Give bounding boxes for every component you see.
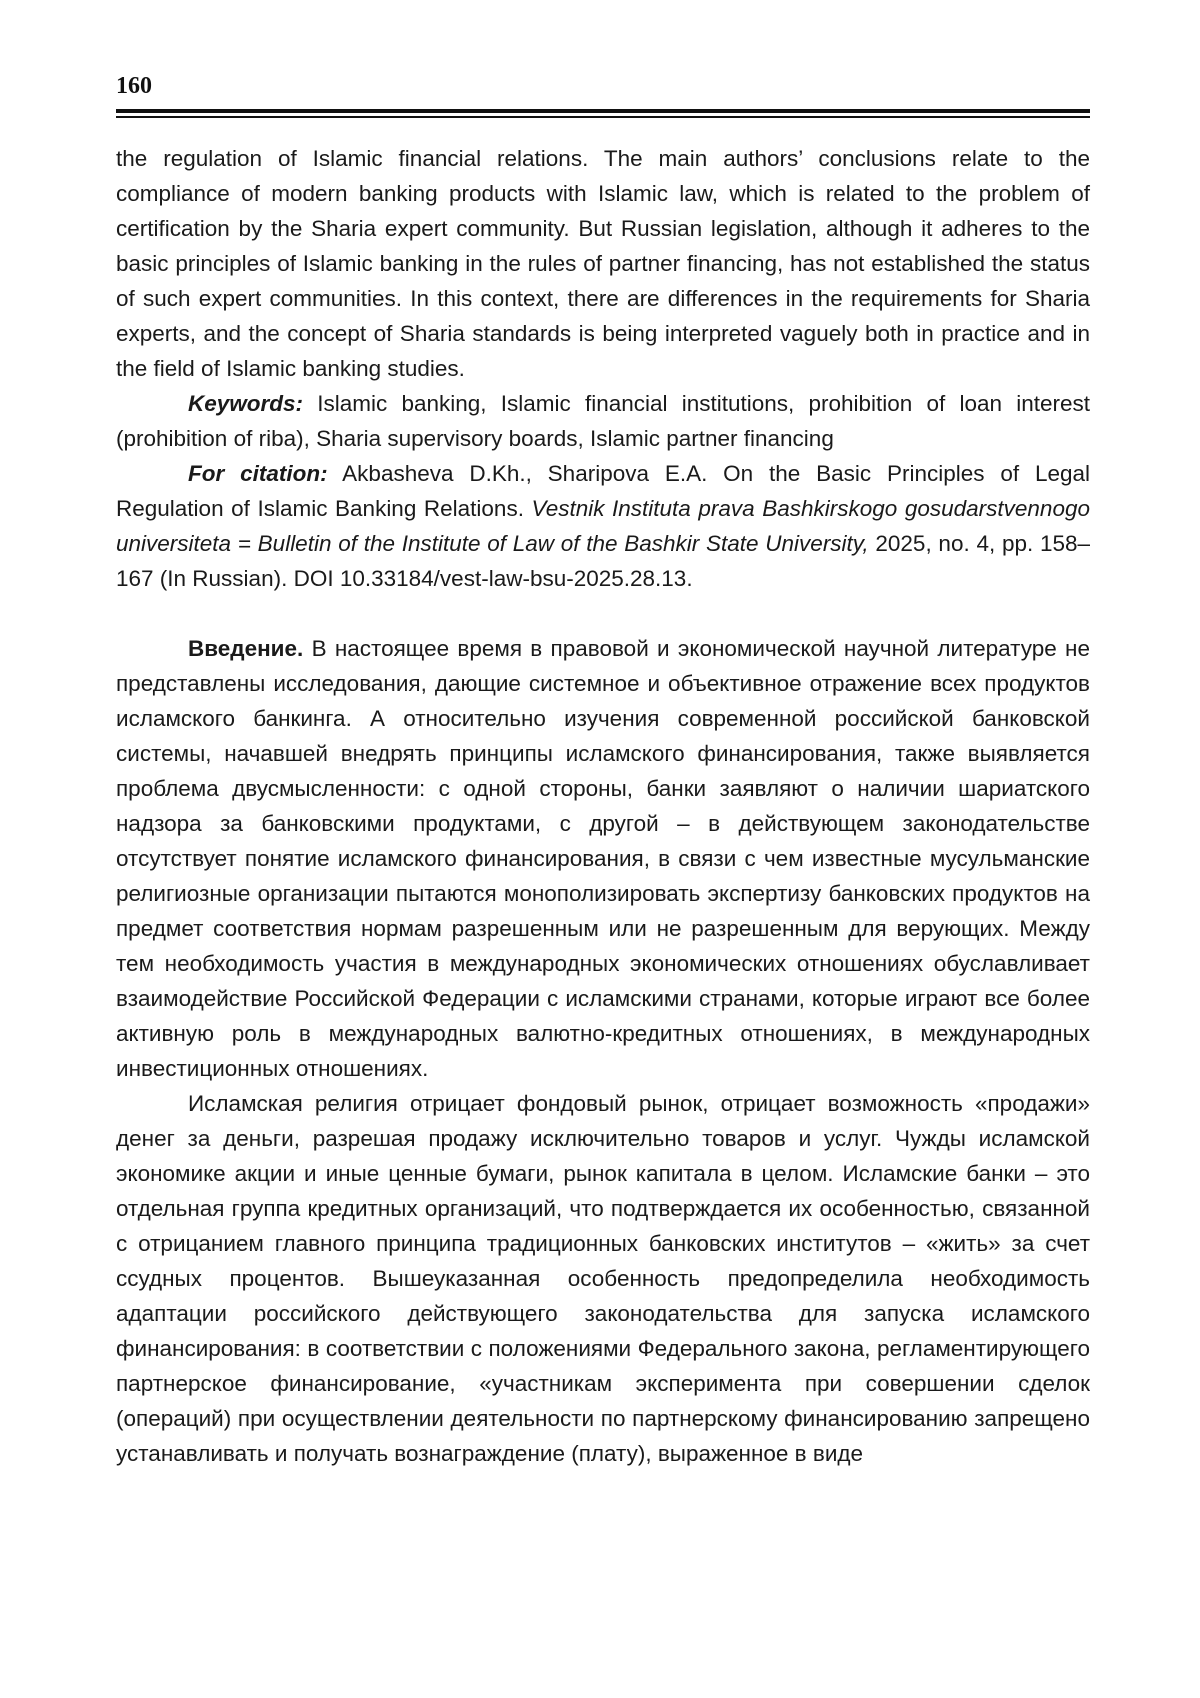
keywords-label: Keywords:	[188, 391, 304, 416]
header-rule-thick	[116, 109, 1090, 113]
article-body	[116, 141, 1090, 1471]
introduction-label: Введение.	[188, 636, 304, 661]
citation-details: 2025, no. 4, pp. 158–167 (In Russian). DOI 10.33184/vest-law-bsu-2025.28.13.	[116, 531, 1091, 591]
keywords-paragraph	[116, 386, 1090, 456]
header-rule-thin	[116, 116, 1090, 118]
page-number: 160	[116, 73, 152, 99]
citation-authors-title: Akbasheva D.Kh., Sharipova E.A. On the Basic Principles of Legal Regulation of Islamic Banking Relations.	[116, 461, 1090, 521]
citation-paragraph	[116, 456, 1090, 596]
keywords-text: Islamic banking, Islamic financial institutions, prohibition of loan interest (prohibition of riba), Sharia supervisory boards, Islamic partner financing	[116, 391, 1090, 451]
abstract-tail: the regulation of Islamic financial relations. The main authors’ conclusions relate to the compliance of modern banking products with Islamic law, which is related to the problem of certification by the Sharia expert community. But Russian legislation, although it adheres to the basic principles of Islamic banking in the rules of partner financing, has not established the status of such expert communities. In this context, there are differences in the requirements for Sharia experts, and the concept of Sharia standards is being interpreted vaguely both in practice and in the field of Islamic banking studies.	[116, 146, 1090, 381]
citation-label: For citation:	[188, 461, 328, 486]
citation-journal: Vestnik Instituta prava Bashkirskogo gosudarstvennogo universiteta = Bulletin of the Institute of Law of the Bashkir State University,	[116, 496, 1090, 556]
introduction-paragraph	[116, 631, 1090, 1086]
body-paragraph-2: Исламская религия отрицает фондовый рынок, отрицает возможность «продажи» денег за деньги, разрешая продажу исключительно товаров и услуг. Чужды исламской экономике акции и иные ценные бумаги, рынок капитала в целом. Исламские банки – это отдельная группа кредитных организаций, что подтверждается их особенностью, связанной с отрицанием главного принципа традиционных банковских институтов – «жить» за счет ссудных процентов. Вышеуказанная особенность предопределила необходимость адаптации российского действующего законодательства для запуска исламского финансирования: в соответствии с положениями Федерального закона, регламентирующего партнерское финансирование, «участникам эксперимента при совершении сделок (операций) при осуществлении деятельности по партнерскому финансированию запрещено устанавливать и получать вознаграждение (плату), выраженное в виде	[116, 1091, 1090, 1466]
introduction-text: В настоящее время в правовой и экономической научной литературе не представлены исследования, дающие системное и объективное отражение всех продуктов исламского банкинга. А относительно изучения современной российской банковской системы, начавшей внедрять принципы исламского финансирования, также выявляется проблема двусмысленности: с одной стороны, банки заявляют о наличии шариатского надзора за банковскими продуктами, с другой – в действующем законодательстве отсутствует понятие исламского финансирования, в связи с чем известные мусульманские религиозные организации пытаются монополизировать экспертизу банковских продуктов на предмет соответствия нормам разрешенным или не разрешенным для верующих. Между тем необходимость участия в международных экономических отношениях обуславливает взаимодействие Российской Федерации с исламскими странами, которые играют все более активную роль в международных валютно-кредитных отношениях, в международных инвестиционных отношениях.	[116, 636, 1090, 1081]
section-gap	[116, 596, 1090, 631]
